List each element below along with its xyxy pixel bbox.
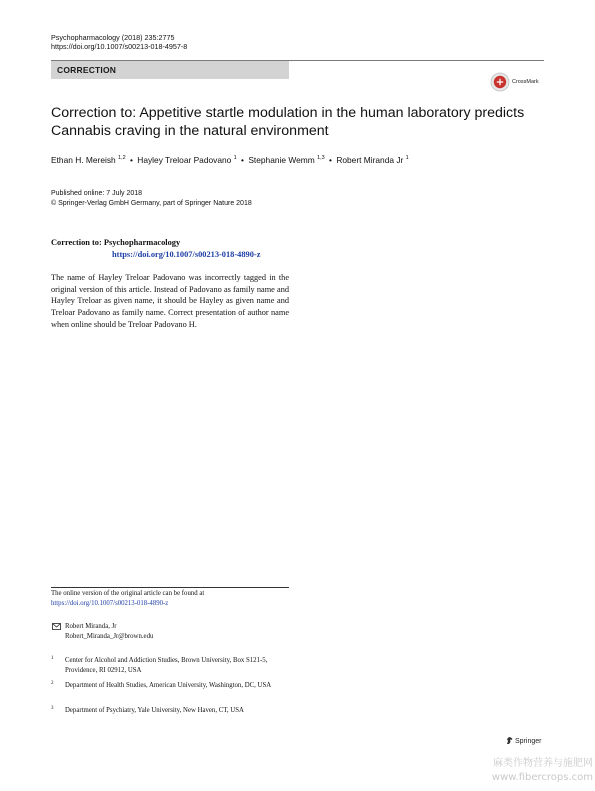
correction-reference <box>51 237 291 261</box>
author-name[interactable]: Hayley Treloar Padovano <box>137 155 232 165</box>
affiliation-text: Center for Alcohol and Addiction Studies, Brown University, Box S121-5, Providence, RI 02912, USA <box>65 657 268 674</box>
copyright-notice: © Springer-Verlag GmbH Germany, part of Springer Nature 2018 <box>51 199 252 207</box>
crossmark-badge[interactable] <box>490 72 550 92</box>
author-separator: • <box>329 155 332 165</box>
affiliation-number: 3 <box>51 706 54 711</box>
online-version-text: The online version of the original article can be found at <box>51 590 205 597</box>
author-name[interactable]: Robert Miranda Jr <box>336 155 404 165</box>
publisher-name: Springer <box>515 738 542 745</box>
author-affiliation-marker: 1 <box>233 155 237 162</box>
watermark-url: www.fibercrops.com <box>491 772 593 783</box>
site-watermark <box>463 757 593 785</box>
original-article-doi-link[interactable]: https://doi.org/10.1007/s00213-018-4890-z <box>112 250 261 259</box>
publisher-logo <box>505 736 541 745</box>
envelope-icon <box>52 623 61 630</box>
watermark-text: 麻类作物营养与施肥网 <box>493 758 593 769</box>
journal-name-line: Psychopharmacology (2018) 235:2775 <box>51 33 175 42</box>
correction-label: Correction to: Psychopharmacology <box>51 238 181 247</box>
section-band <box>51 61 289 79</box>
online-version-link[interactable]: https://doi.org/10.1007/s00213-018-4890-z <box>51 599 169 607</box>
author-name[interactable]: Ethan H. Mereish <box>51 155 116 165</box>
published-date: Published online: 7 July 2018 <box>51 190 143 197</box>
affiliation-text: Department of Psychiatry, Yale University, New Haven, CT, USA <box>65 707 244 714</box>
crossmark-label: CrossMark <box>512 79 539 85</box>
contact-email-link[interactable]: Robert_Miranda_Jr@brown.edu <box>65 632 154 640</box>
author-separator: • <box>130 155 133 165</box>
affiliation-text: Department of Health Studies, American University, Washington, DC, USA <box>65 682 272 689</box>
author-affiliation-marker: 1,3 <box>317 155 325 162</box>
article-doi-link[interactable]: https://doi.org/10.1007/s00213-018-4957-8 <box>51 42 188 51</box>
affiliation-number: 1 <box>51 656 54 661</box>
affiliation-number: 2 <box>51 681 54 686</box>
publication-info <box>51 189 252 208</box>
springer-horse-icon <box>505 736 514 745</box>
crossmark-icon <box>490 72 510 92</box>
author-list <box>51 155 551 165</box>
journal-citation <box>51 33 187 51</box>
correction-body: The name of Hayley Treloar Padovano was incorrectly tagged in the original version of this article. Instead of Padovano as family name and Hayley Treloar as given name, it should be Hayley as given name and Treloar Padovano as family name. Correct presentation of author name when online should be Treloar Padovano H. <box>51 273 289 329</box>
author-name[interactable]: Stephanie Wemm <box>248 155 315 165</box>
author-separator: • <box>241 155 244 165</box>
author-affiliation-marker: 1 <box>405 155 409 162</box>
section-label: CORRECTION <box>57 65 117 75</box>
article-title: Correction to: Appetitive startle modulation in the human laboratory predicts Cannabis craving in the natural environment <box>51 105 525 139</box>
author-affiliation-marker: 1,2 <box>118 155 126 162</box>
online-version-note <box>51 589 291 608</box>
footnote-rule <box>51 587 289 588</box>
contact-name: Robert Miranda, Jr <box>65 623 117 630</box>
